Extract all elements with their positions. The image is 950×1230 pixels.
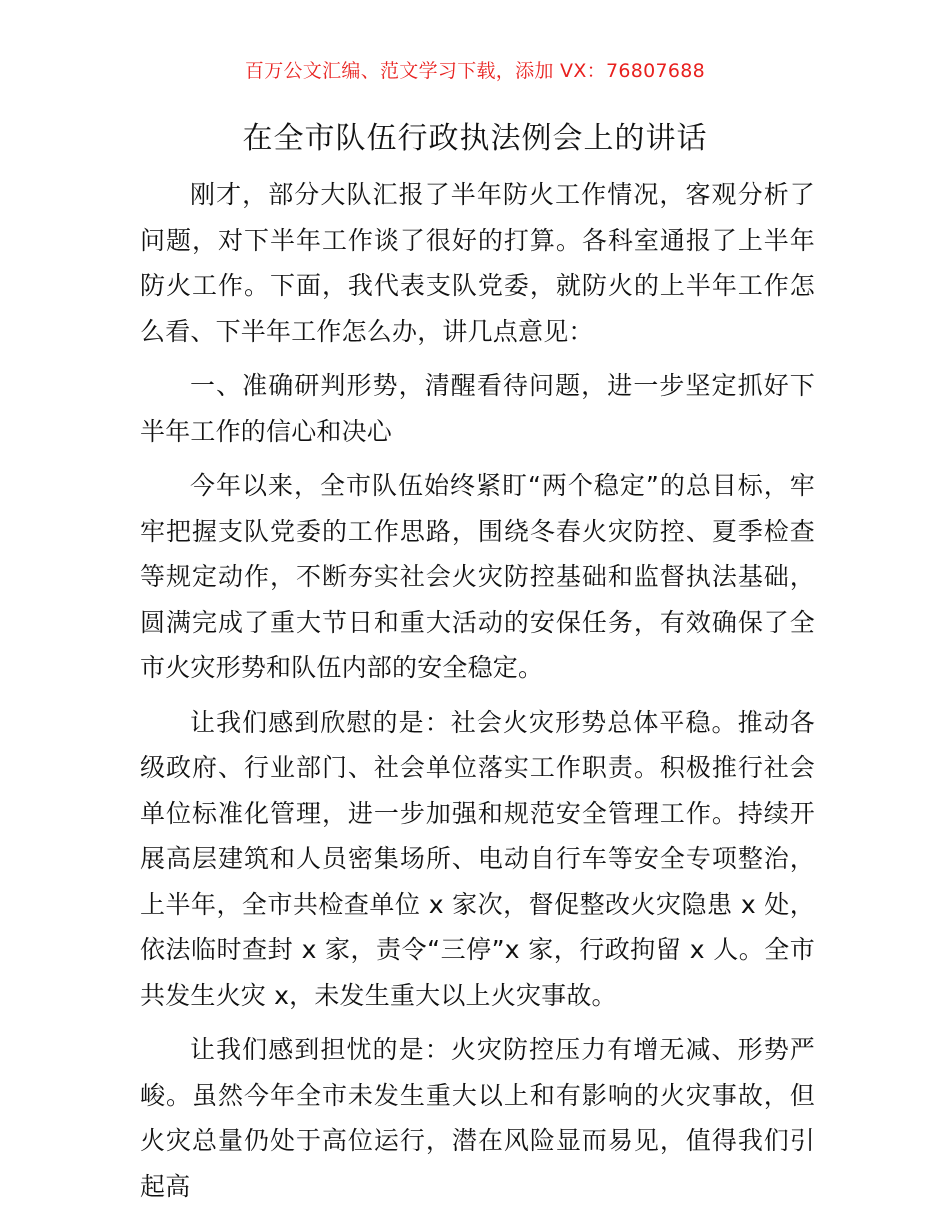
paragraph-positive: 让我们感到欣慰的是：社会火灾形势总体平稳。推动各级政府、行业部门、社会单位落实工作职责。积极推行社会单位标准化管理，进一步加强和规范安全管理工作。持续开展高层建筑和人员密集场所、电动自行车等安全专项整治，上半年，全市共检查单位 x 家次，督促整改火灾隐患 x 处，依法临时查封 x 家，责令“三停”x 家，行政拘留 x 人。全市共发生火灾 x，未发生重大以上火灾事故。 bbox=[140, 707, 815, 1010]
paragraph-concern: 让我们感到担忧的是：火灾防控压力有增无减、形势严峻。虽然今年全市未发生重大以上和有影响的火灾事故，但火灾总量仍处于高位运行，潜在风险显而易见，值得我们引起高 bbox=[140, 1035, 815, 1201]
document-title: 在全市队伍行政执法例会上的讲话 bbox=[242, 121, 708, 156]
paragraph-situation: 今年以来，全市队伍始终紧盯“两个稳定”的总目标，牢牢把握支队党委的工作思路，围绕冬春火灾防控、夏季检查等规定动作，不断夯实社会火灾防控基础和监督执法基础，圆满完成了重大节日和重大活动的安保任务，有效确保了全市火灾形势和队伍内部的安全稳定。 bbox=[140, 471, 815, 682]
paragraph-section-heading: 一、准确研判形势，清醒看待问题，进一步坚定抓好下半年工作的信心和决心 bbox=[140, 371, 815, 446]
paragraph-intro: 刚才，部分大队汇报了半年防火工作情况，客观分析了问题，对下半年工作谈了很好的打算。各科室通报了上半年防火工作。下面，我代表支队党委，就防火的上半年工作怎么看、下半年工作怎么办，讲几点意见： bbox=[140, 180, 815, 346]
document-body bbox=[140, 172, 815, 1218]
header-banner: 百万公文汇编、范文学习下载，添加 VX：76807688 bbox=[244, 60, 706, 82]
